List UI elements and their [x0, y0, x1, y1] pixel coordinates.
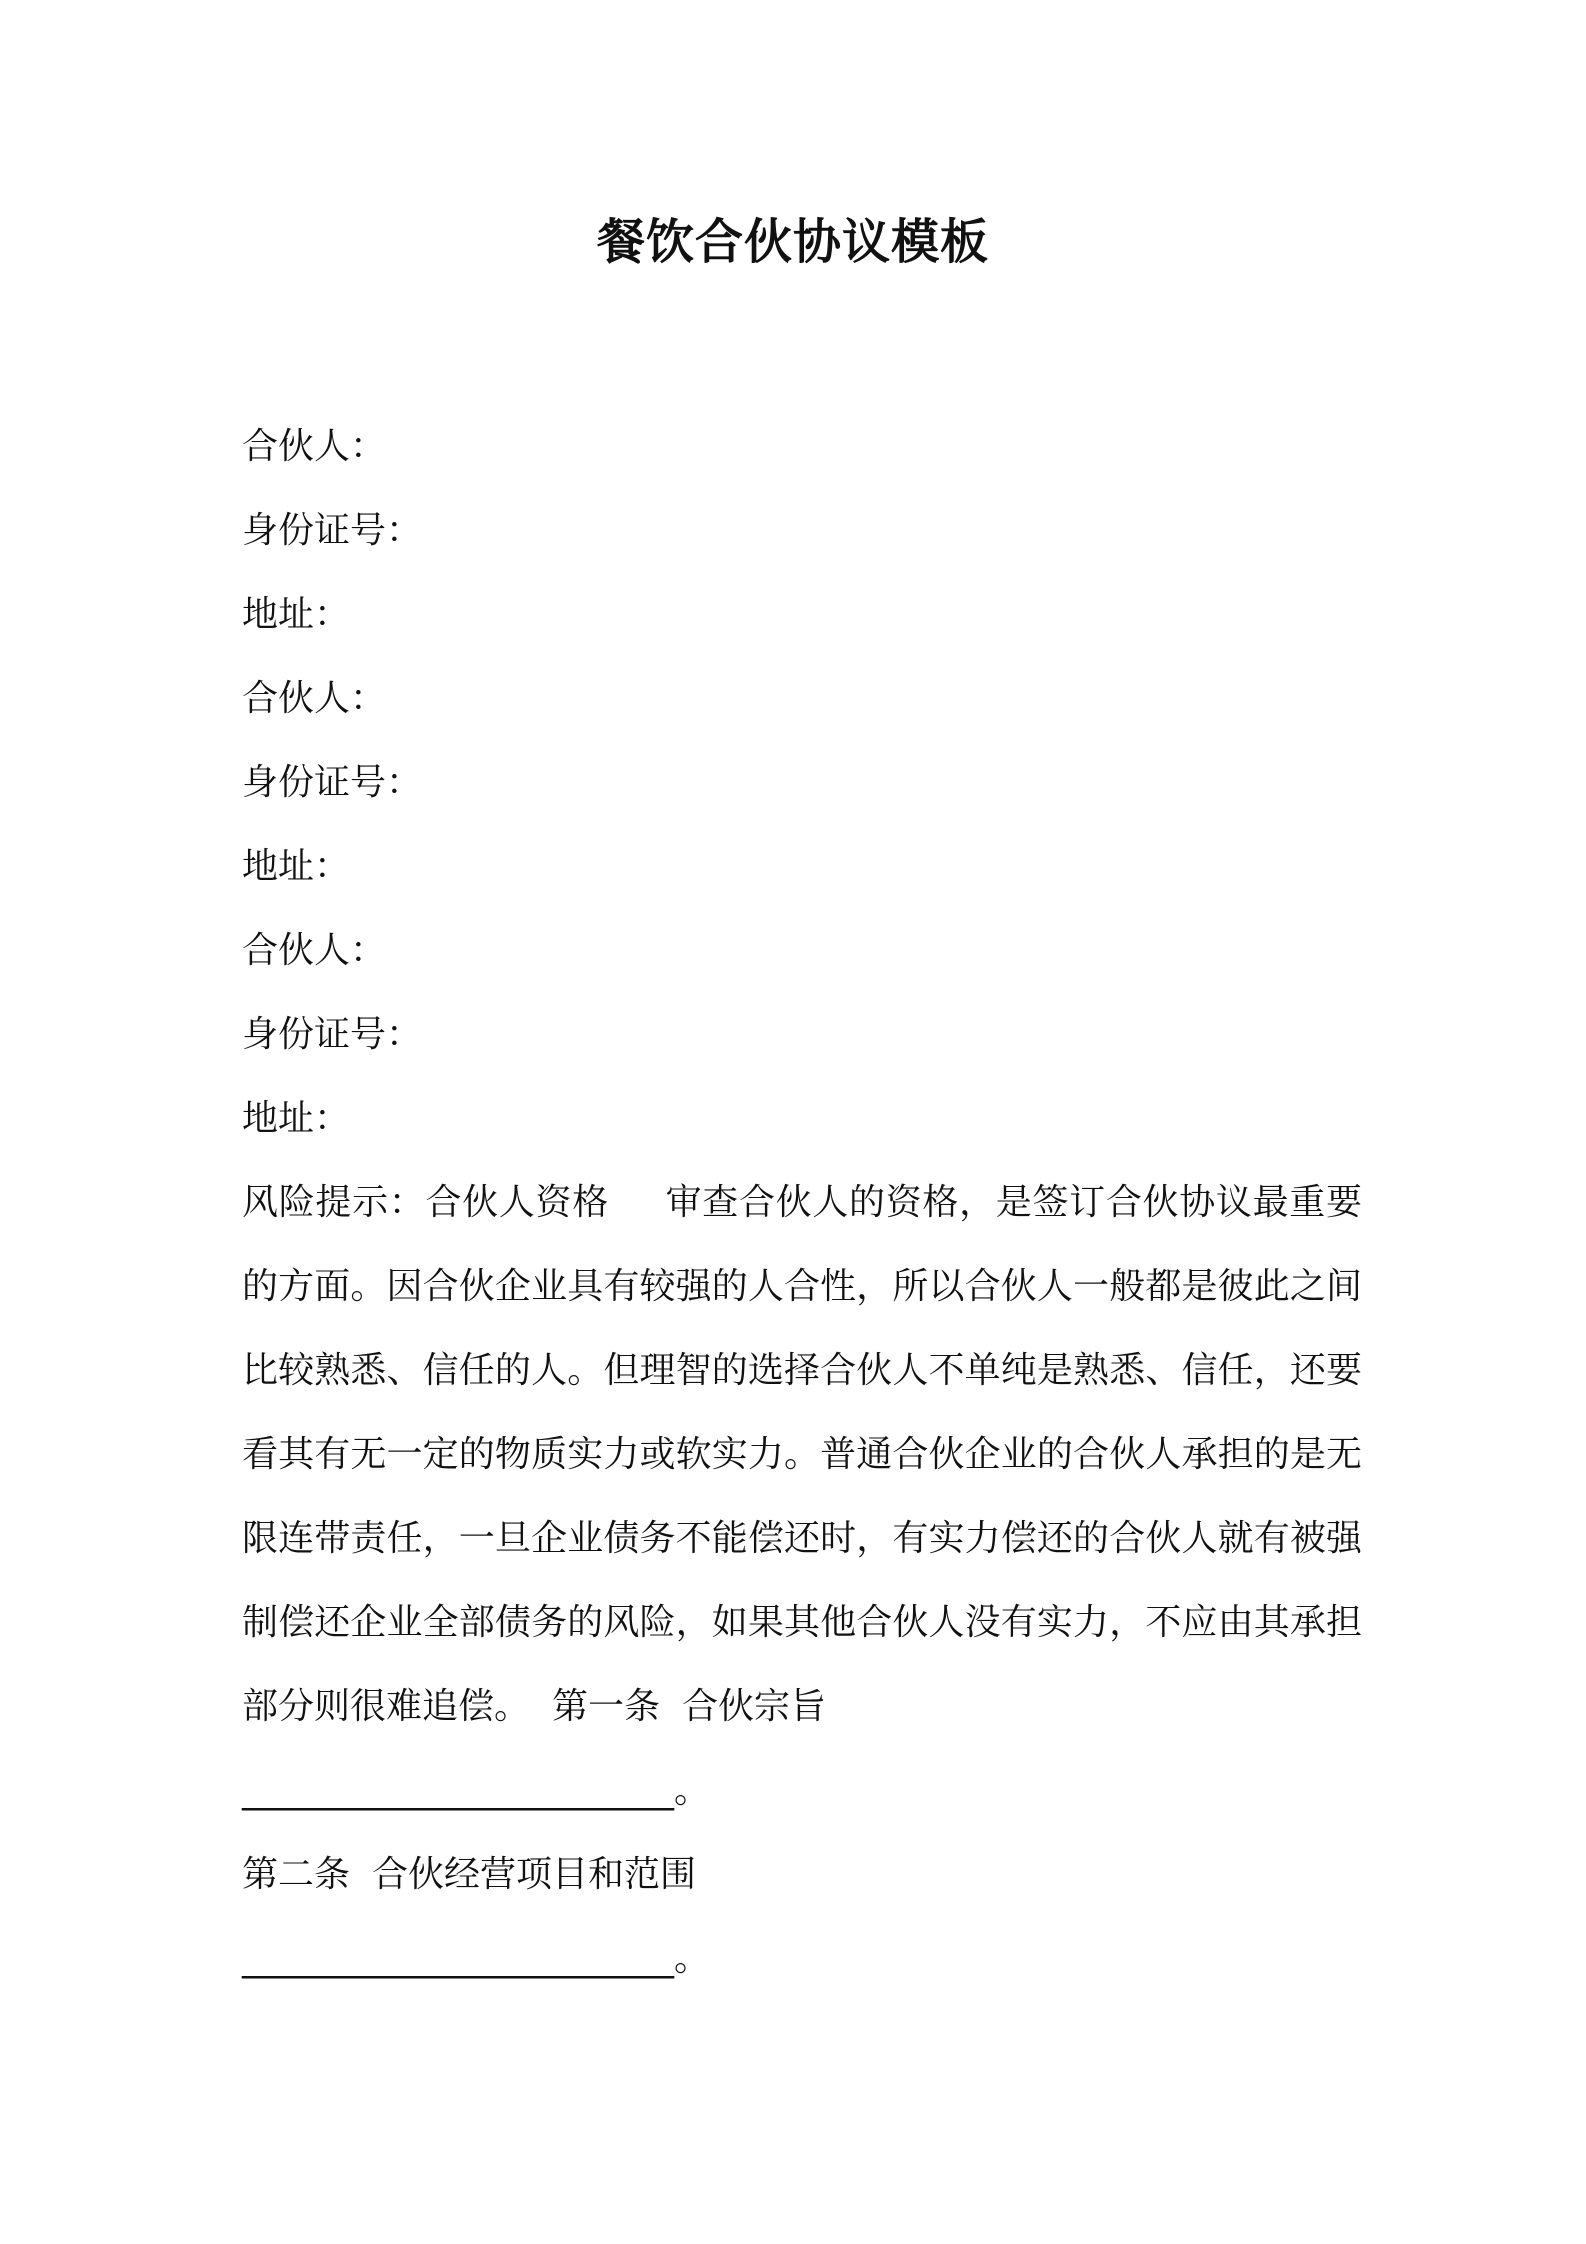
- article-2-heading: 第二条: [242, 1854, 351, 1895]
- risk-paragraph: [242, 1161, 1362, 1749]
- field-id-number-2: 身份证号：: [242, 762, 423, 803]
- field-id-number-3: 身份证号：: [242, 1014, 423, 1055]
- risk-label: 风险提示：合伙人资格: [242, 1182, 609, 1223]
- document-title: 餐饮合伙协议模板: [596, 214, 989, 270]
- risk-body: 审查合伙人的资格，是签订合伙协议最重要的方面。因合伙企业具有较强的人合性，所以合伙人一般都是彼此之间比较熟悉、信任的人。但理智的选择合伙人不单纯是熟悉、信任，还要看其有无一定的物质实力或软实力。普通合伙企业的合伙人承担的是无限连带责任，一旦企业债务不能偿还时，有实力偿还的合伙人就有被强制偿还企业全部债务的风险，如果其他合伙人没有实力，不应由其承担部分则很难追偿。: [242, 1182, 1362, 1727]
- article-2-title: 合伙经营项目和范围: [372, 1854, 697, 1895]
- blank-line-2: ________________________。: [242, 1938, 710, 1979]
- article-2: [242, 1833, 1362, 1917]
- field-partner-2: 合伙人：: [242, 678, 387, 719]
- field-partner-3: 合伙人：: [242, 930, 387, 971]
- field-address-3: 地址：: [242, 1098, 351, 1139]
- document-body: [242, 405, 1362, 2001]
- field-address-1: 地址：: [242, 594, 351, 635]
- field-address-2: 地址：: [242, 846, 351, 887]
- article-1-title: 合伙宗旨: [682, 1686, 827, 1727]
- article-1-heading: 第一条: [552, 1686, 661, 1727]
- blank-line-1: ________________________。: [242, 1770, 710, 1811]
- field-id-number-1: 身份证号：: [242, 510, 423, 551]
- field-partner-1: 合伙人：: [242, 426, 387, 467]
